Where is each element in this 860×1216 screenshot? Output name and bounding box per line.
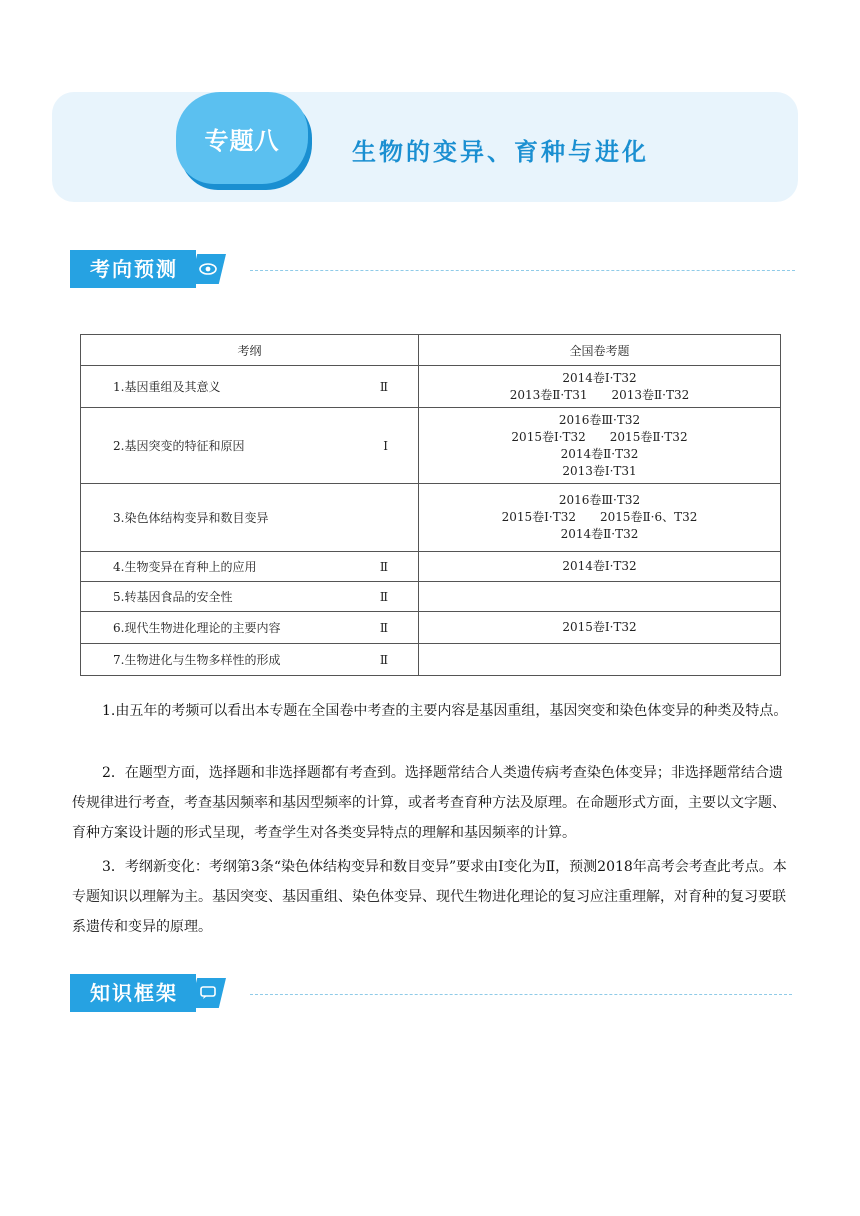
level-mark: Ⅱ	[379, 652, 388, 667]
section-label: 考向预测	[70, 250, 196, 288]
table-header: 考纲	[81, 335, 419, 366]
exam-ref: 2014卷Ⅰ·T32	[562, 559, 637, 573]
exam-ref: 2014卷Ⅱ·T32	[560, 446, 639, 461]
syllabus-item: 4.生物变异在育种上的应用	[113, 560, 257, 574]
section-label: 知识框架	[70, 974, 196, 1012]
exam-ref: 2013卷Ⅱ·T31 2013卷Ⅱ·T32	[509, 387, 690, 402]
topic-badge	[176, 92, 308, 184]
analysis-paragraph: 3．考纲新变化：考纲第3条“染色体结构变异和数目变异”要求由Ⅰ变化为Ⅱ，预测2018年高考会考查此考点。本专题知识以理解为主。基因突变、基因重组、染色体变异、现代生物进化理论的复习应注重理解，对育种的复习要联系遗传和变异的原理。	[72, 859, 787, 935]
table-row	[81, 484, 781, 552]
exam-ref: 2015卷Ⅰ·T32	[562, 620, 637, 634]
table-row	[81, 644, 781, 676]
section-header-forecast	[70, 250, 226, 288]
analysis-paragraph: 1.由五年的考频可以看出本专题在全国卷中考查的主要内容是基因重组，基因突变和染色体变异的种类及特点。	[102, 703, 788, 719]
syllabus-item: 6.现代生物进化理论的主要内容	[113, 621, 281, 635]
topic-badge-label: 专题八	[204, 126, 280, 155]
table-row	[81, 612, 781, 644]
page-title: 生物的变异、育种与进化	[352, 138, 649, 166]
section-divider	[250, 994, 792, 995]
syllabus-item: 7.生物进化与生物多样性的形成	[113, 653, 281, 667]
level-mark: Ⅱ	[379, 379, 388, 394]
level-mark: Ⅱ	[379, 559, 388, 574]
section-divider	[250, 270, 795, 271]
syllabus-item: 2.基因突变的特征和原因	[113, 439, 245, 453]
level-mark: Ⅱ	[379, 620, 388, 635]
level-mark: Ⅱ	[379, 589, 388, 604]
exam-ref: 2016卷Ⅲ·T32	[558, 493, 641, 507]
level-mark: Ⅰ	[383, 438, 388, 453]
exam-ref: 2014卷Ⅱ·T32	[560, 527, 639, 541]
syllabus-item: 5.转基因食品的安全性	[113, 590, 233, 604]
analysis-paragraph: 2．在题型方面，选择题和非选择题都有考查到。选择题常结合人类遗传病考查染色体变异；非选择题常结合遗传规律进行考查，考查基因频率和基因型频率的计算，或者考查育种方法及原理。在命题形式方面，主要以文字题、育种方案设计题的形式呈现，考查学生对各类变异特点的理解和基因频率的计算。	[72, 765, 786, 841]
exam-ref: 2016卷Ⅲ·T32	[558, 412, 641, 427]
syllabus-item: 1.基因重组及其意义	[113, 380, 221, 394]
exam-table	[80, 334, 781, 676]
exam-ref: 2014卷Ⅰ·T32	[562, 370, 637, 385]
table-row	[81, 552, 781, 582]
table-row	[81, 366, 781, 408]
section-header-framework	[70, 974, 226, 1012]
syllabus-item: 3.染色体结构变异和数目变异	[113, 511, 269, 525]
exam-ref: 2015卷Ⅰ·T32 2015卷Ⅱ·6、T32	[501, 510, 698, 524]
exam-ref: 2013卷Ⅰ·T31	[562, 463, 637, 478]
exam-ref: 2015卷Ⅰ·T32 2015卷Ⅱ·T32	[511, 429, 688, 444]
table-row	[81, 408, 781, 484]
table-row	[81, 582, 781, 612]
table-header: 全国卷考题	[419, 335, 781, 366]
table-header-row	[81, 335, 781, 366]
